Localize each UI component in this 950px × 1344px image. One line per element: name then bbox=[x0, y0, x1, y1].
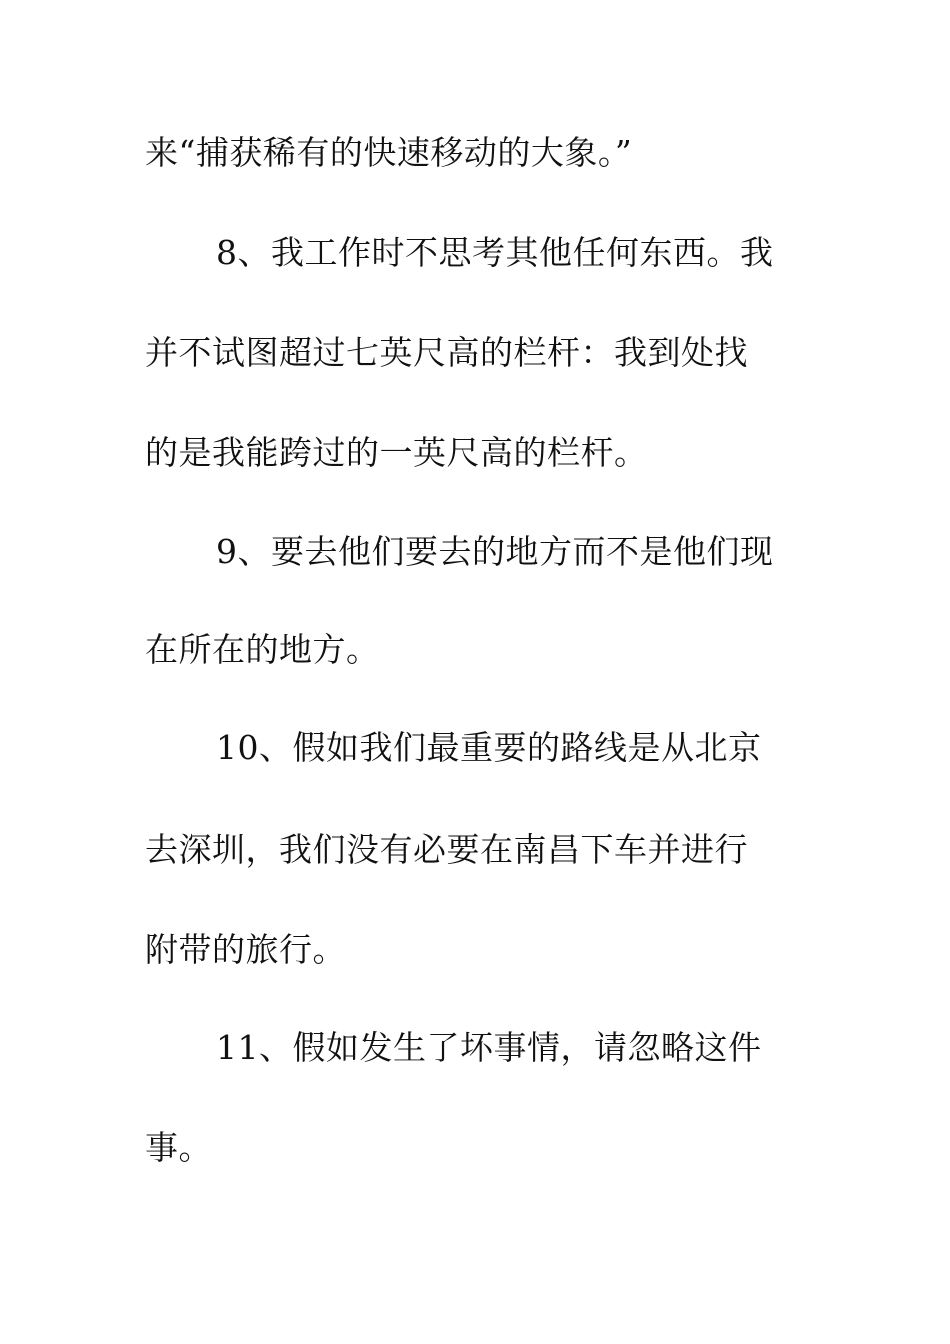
item-10-line-2: 去深圳，我们没有必要在南昌下车并进行 bbox=[145, 830, 748, 869]
item-10-line-1: 10、假如我们最重要的路线是从北京 bbox=[216, 728, 762, 767]
item-8-line-3: 的是我能跨过的一英尺高的栏杆。 bbox=[145, 433, 648, 472]
item-11-line-1: 11、假如发生了坏事情，请忽略这件 bbox=[216, 1028, 762, 1067]
item-9-line-2: 在所在的地方。 bbox=[145, 630, 380, 669]
text-line-continuation-7: 来“捕获稀有的快速移动的大象。” bbox=[145, 133, 633, 172]
item-11-line-2: 事。 bbox=[145, 1128, 212, 1167]
item-8-line-2: 并不试图超过七英尺高的栏杆：我到处找 bbox=[145, 333, 748, 372]
item-8-line-1: 8、我工作时不思考其他任何东西。我 bbox=[216, 233, 774, 272]
item-10-line-3: 附带的旅行。 bbox=[145, 930, 346, 969]
item-9-line-1: 9、要去他们要去的地方而不是他们现 bbox=[216, 532, 774, 571]
